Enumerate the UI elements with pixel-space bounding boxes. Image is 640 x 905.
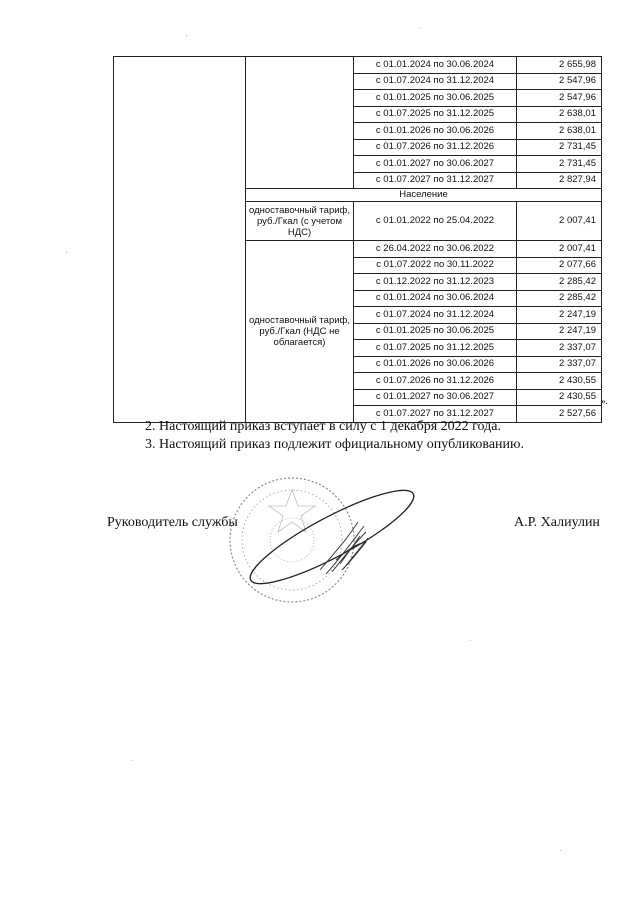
tariff-value-cell: 2 731,45: [517, 139, 602, 156]
period-cell: с 01.07.2027 по 31.12.2027: [354, 406, 517, 423]
period-cell: с 01.07.2026 по 31.12.2026: [354, 139, 517, 156]
signatory-position: Руководитель службы: [107, 515, 238, 530]
period-cell: с 01.07.2024 по 31.12.2024: [354, 73, 517, 90]
order-item-2: 2. Настоящий приказ вступает в силу с 1 декабря 2022 года.: [145, 419, 501, 434]
tariff-value-cell: 2 527,56: [517, 406, 602, 423]
tariff-value-cell: 2 430,55: [517, 373, 602, 390]
scan-speck: [66, 252, 67, 253]
period-cell: с 01.07.2025 по 31.12.2025: [354, 106, 517, 123]
tariff-value-cell: 2 007,41: [517, 202, 602, 241]
period-cell: с 01.07.2022 по 30.11.2022: [354, 257, 517, 274]
tariff-type-vat-cell: одноставочный тариф, руб./Гкал (с учетом НДС): [246, 202, 354, 241]
period-cell: с 01.07.2026 по 31.12.2026: [354, 373, 517, 390]
tariff-value-cell: 2 638,01: [517, 106, 602, 123]
tariff-value-cell: 2 430,55: [517, 389, 602, 406]
period-cell: с 01.12.2022 по 31.12.2023: [354, 274, 517, 291]
tariff-value-cell: 2 337,07: [517, 356, 602, 373]
tariff-value-cell: 2 247,19: [517, 323, 602, 340]
period-cell: с 01.01.2024 по 30.06.2024: [354, 290, 517, 307]
scan-speck: [560, 850, 561, 851]
tariff-value-cell: 2 247,19: [517, 307, 602, 324]
period-cell: с 01.01.2025 по 30.06.2025: [354, 323, 517, 340]
tariff-value-cell: 2 285,42: [517, 274, 602, 291]
scan-speck: [132, 760, 133, 761]
scan-speck: [420, 28, 421, 29]
signatory-name: А.Р. Халиулин: [514, 515, 600, 530]
tariff-value-cell: 2 547,96: [517, 90, 602, 107]
period-cell: с 01.01.2024 по 30.06.2024: [354, 57, 517, 74]
scan-speck: [470, 640, 471, 641]
period-cell: с 26.04.2022 по 30.06.2022: [354, 241, 517, 258]
tariff-value-cell: 2 827,94: [517, 172, 602, 189]
tariff-value-cell: 2 638,01: [517, 123, 602, 140]
tariff-type-cell-top: [246, 57, 354, 189]
period-cell: с 01.07.2025 по 31.12.2025: [354, 340, 517, 357]
period-cell: с 01.07.2024 по 31.12.2024: [354, 307, 517, 324]
tariff-value-cell: 2 731,45: [517, 156, 602, 173]
period-cell: с 01.01.2022 по 25.04.2022: [354, 202, 517, 241]
section-header-population: Население: [246, 189, 602, 202]
period-cell: с 01.01.2027 по 30.06.2027: [354, 389, 517, 406]
period-cell: с 01.01.2025 по 30.06.2025: [354, 90, 517, 107]
period-cell: с 01.01.2027 по 30.06.2027: [354, 156, 517, 173]
tariff-table: [113, 56, 602, 423]
handwritten-signature: [240, 482, 430, 592]
tariff-value-cell: 2 285,42: [517, 290, 602, 307]
organization-cell: [114, 57, 246, 423]
order-item-3: 3. Настоящий приказ подлежит официальному опубликованию.: [145, 437, 524, 452]
closing-quote: ».: [601, 396, 608, 406]
tariff-table-top-section: [114, 57, 602, 423]
tariff-value-cell: 2 077,66: [517, 257, 602, 274]
period-cell: с 01.07.2027 по 31.12.2027: [354, 172, 517, 189]
tariff-value-cell: 2 655,98: [517, 57, 602, 74]
tariff-value-cell: 2 337,07: [517, 340, 602, 357]
period-cell: с 01.01.2026 по 30.06.2026: [354, 356, 517, 373]
tariff-type-no-vat-cell: одноставочный тариф, руб./Гкал (НДС не облагается): [246, 241, 354, 423]
tariff-value-cell: 2 007,41: [517, 241, 602, 258]
scan-speck: [186, 35, 187, 36]
tariff-value-cell: 2 547,96: [517, 73, 602, 90]
period-cell: с 01.01.2026 по 30.06.2026: [354, 123, 517, 140]
